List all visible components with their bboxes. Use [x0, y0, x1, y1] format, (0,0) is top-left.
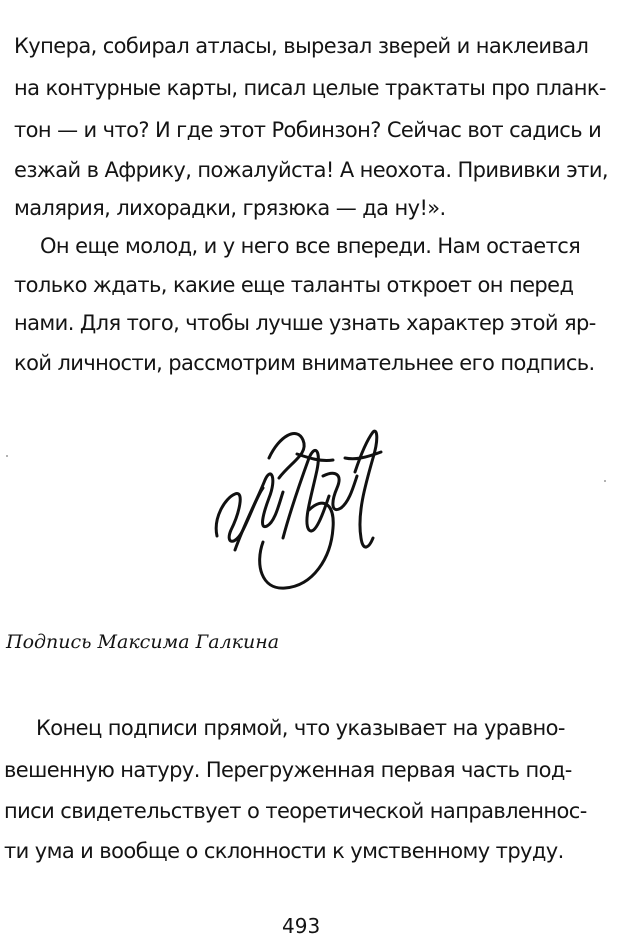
text-line: на контурные карты, писал целые трактаты про планк- — [14, 76, 606, 100]
text-line: Он еще молод, и у него все впереди. Нам остается — [40, 234, 581, 258]
text-line: нами. Для того, чтобы лучше узнать характер этой яр- — [14, 311, 596, 335]
text-line: только ждать, какие еще таланты откроет он перед — [14, 273, 574, 297]
scan-speck — [604, 480, 606, 482]
text-line: малярия, лихорадки, грязюка — да ну!». — [14, 196, 446, 220]
scan-speck — [6, 455, 8, 457]
text-line: Конец подписи прямой, что указывает на уравно- — [36, 716, 565, 740]
text-line: тон — и что? И где этот Робинзон? Сейчас вот садись и — [14, 118, 602, 142]
signature-icon — [205, 418, 395, 596]
page-number: 493 — [282, 914, 321, 938]
text-line: ти ума и вообще о склонности к умственному труду. — [4, 839, 564, 863]
figure-caption: Подпись Максима Галкина — [6, 631, 280, 653]
text-line: езжай в Африку, пожалуйста! А неохота. Прививки эти, — [14, 158, 608, 182]
text-line: кой личности, рассмотрим внимательнее его подпись. — [14, 351, 595, 375]
text-line: Купера, собирал атласы, вырезал зверей и наклеивал — [14, 34, 589, 58]
text-line: писи свидетельствует о теоретической направленнос- — [4, 799, 587, 823]
text-line: вешенную натуру. Перегруженная первая часть под- — [4, 758, 572, 782]
